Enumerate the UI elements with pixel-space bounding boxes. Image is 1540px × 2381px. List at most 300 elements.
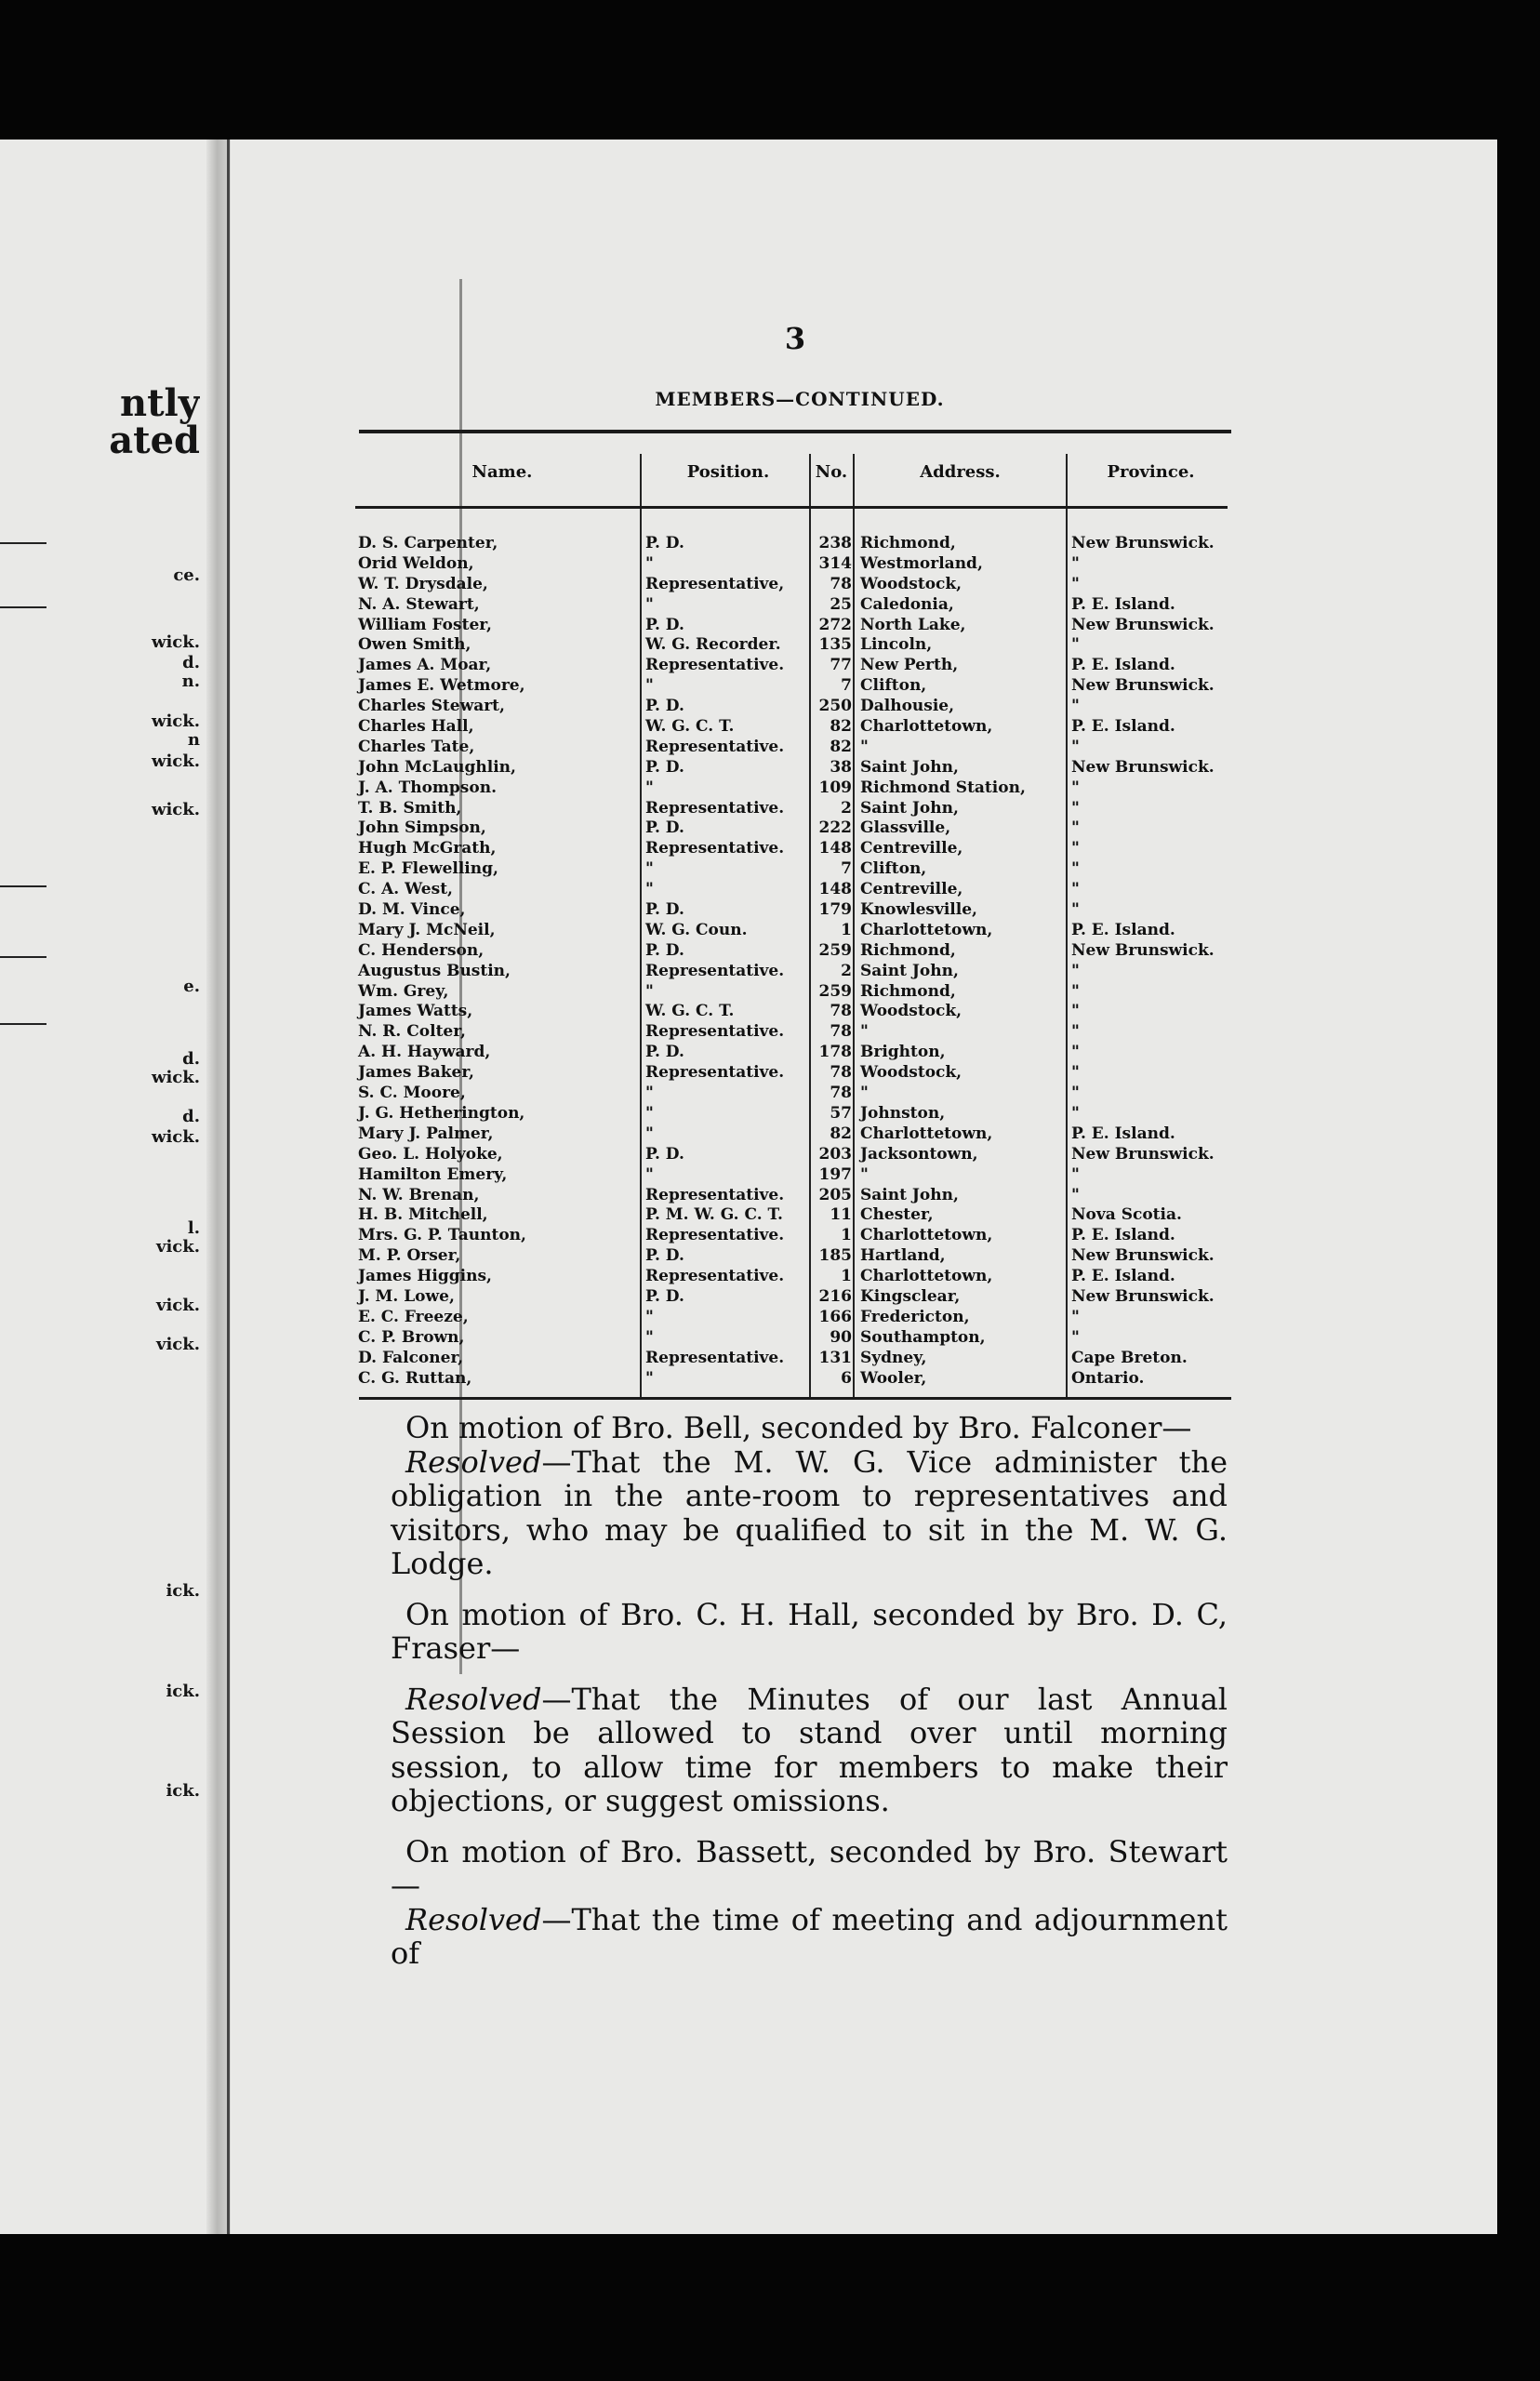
member-name: James Watts, xyxy=(358,1002,473,1021)
member-lodge-no: 205 xyxy=(818,1185,852,1204)
member-lodge-no: 90 xyxy=(830,1327,852,1347)
member-province: New Brunswick. xyxy=(1071,676,1215,696)
table-row xyxy=(358,1145,1232,1165)
member-name: Hugh McGrath, xyxy=(358,839,497,858)
member-position: Representative, xyxy=(645,574,785,593)
member-address: Kingsclear, xyxy=(860,1286,961,1306)
member-name: J. G. Hetherington, xyxy=(358,1103,525,1123)
member-name: W. T. Drysdale, xyxy=(358,574,488,593)
member-province: P. E. Island. xyxy=(1071,920,1175,939)
member-province: " xyxy=(1071,880,1080,899)
member-province: " xyxy=(1071,798,1080,818)
table-row xyxy=(358,880,1232,900)
member-address: " xyxy=(860,1022,869,1042)
member-province: " xyxy=(1071,737,1080,756)
member-lodge-no: 272 xyxy=(818,615,852,634)
left-page-fragment xyxy=(0,0,200,2381)
left-line: ick. xyxy=(166,1781,200,1801)
member-province: P. E. Island. xyxy=(1071,1226,1175,1245)
gutter-edge xyxy=(227,140,230,2234)
left-line: ce. xyxy=(173,565,200,585)
left-line: e. xyxy=(183,977,200,996)
member-address: Jacksontown, xyxy=(860,1144,978,1164)
member-name: John McLaughlin, xyxy=(358,757,516,777)
resolution-text: —That the M. W. G. Vice administer the obligation in the ante-room to representatives and visitors, who may be qualified to sit in the M. W. G. Lodge. xyxy=(391,1443,1228,1581)
resolved-label: Resolved xyxy=(405,1901,542,1937)
member-position: W. G. Recorder. xyxy=(645,635,781,655)
member-name: N. W. Brenan, xyxy=(358,1185,480,1204)
member-address: Charlottetown, xyxy=(860,1267,993,1286)
table-row xyxy=(358,1205,1232,1226)
resolution-text: —That the Minutes of our last Annual Session be allowed to stand over until morning session, to allow time for members to make their objections, or suggest omissions. xyxy=(391,1681,1228,1818)
header-no: No. xyxy=(815,462,848,482)
member-lodge-no: 259 xyxy=(818,940,852,960)
member-province: " xyxy=(1071,1185,1080,1204)
member-address: Saint John, xyxy=(860,961,959,980)
member-lodge-no: 238 xyxy=(818,534,852,552)
member-address: Hartland, xyxy=(860,1246,946,1266)
member-name: D. Falconer, xyxy=(358,1348,464,1367)
member-name: Hamilton Emery, xyxy=(358,1164,508,1184)
member-position: " xyxy=(645,1164,654,1184)
member-address: Charlottetown, xyxy=(860,1124,993,1143)
member-address: Lincoln, xyxy=(860,635,933,655)
member-lodge-no: 25 xyxy=(830,594,852,614)
table-row xyxy=(358,616,1232,636)
member-province: " xyxy=(1071,1022,1080,1042)
member-province: " xyxy=(1071,859,1080,879)
member-address: Westmorland, xyxy=(860,553,983,573)
member-province: " xyxy=(1071,778,1080,797)
member-address: North Lake, xyxy=(860,615,966,634)
table-row xyxy=(358,1084,1232,1104)
table-row xyxy=(358,697,1232,717)
member-lodge-no: 1 xyxy=(841,920,852,939)
member-province: " xyxy=(1071,981,1080,1001)
table-row xyxy=(358,1308,1232,1328)
member-name: John Simpson, xyxy=(358,818,486,838)
member-address: " xyxy=(860,737,869,756)
member-province: New Brunswick. xyxy=(1071,1286,1215,1306)
member-position: Representative. xyxy=(645,798,785,818)
member-address: Charlottetown, xyxy=(860,717,993,737)
member-position: P. D. xyxy=(645,757,684,777)
member-position: P. D. xyxy=(645,697,684,716)
member-name: Charles Hall, xyxy=(358,717,474,737)
member-province: " xyxy=(1071,1084,1080,1103)
member-lodge-no: 197 xyxy=(818,1164,852,1184)
left-line: d. xyxy=(182,1049,200,1069)
member-province: New Brunswick. xyxy=(1071,1246,1215,1266)
member-lodge-no: 216 xyxy=(818,1286,852,1306)
table-header-rule xyxy=(355,506,1228,509)
table-row xyxy=(358,1349,1232,1369)
left-rule xyxy=(0,1023,46,1025)
member-name: James A. Moar, xyxy=(358,656,492,675)
member-address: Caledonia, xyxy=(860,594,954,614)
member-name: H. B. Mitchell, xyxy=(358,1205,488,1225)
member-lodge-no: 11 xyxy=(830,1205,852,1225)
member-name: Charles Tate, xyxy=(358,737,475,756)
member-position: Representative. xyxy=(645,656,785,675)
member-lodge-no: 82 xyxy=(830,737,852,756)
member-lodge-no: 166 xyxy=(818,1307,852,1326)
header-position: Position. xyxy=(686,462,770,482)
member-lodge-no: 222 xyxy=(818,818,852,838)
left-line: wick. xyxy=(151,800,200,819)
member-province: New Brunswick. xyxy=(1071,1144,1215,1164)
member-position: P. D. xyxy=(645,940,684,960)
table-row xyxy=(358,1104,1232,1124)
member-province: " xyxy=(1071,1002,1080,1021)
member-position: " xyxy=(645,1084,654,1103)
header-province: Province. xyxy=(1107,462,1195,482)
member-address: Sydney, xyxy=(860,1348,927,1367)
member-province: " xyxy=(1071,1327,1080,1347)
member-name: T. B. Smith, xyxy=(358,798,462,818)
table-row xyxy=(358,635,1232,656)
left-heading-line1: ntly xyxy=(120,381,200,425)
table-row xyxy=(358,758,1232,778)
member-lodge-no: 78 xyxy=(830,1063,852,1083)
member-position: " xyxy=(645,1124,654,1143)
member-lodge-no: 7 xyxy=(841,676,852,696)
member-address: New Perth, xyxy=(860,656,959,675)
member-province: New Brunswick. xyxy=(1071,940,1215,960)
member-position: Representative. xyxy=(645,1226,785,1245)
table-top-rule xyxy=(359,430,1231,433)
member-position: " xyxy=(645,981,654,1001)
member-address: Charlottetown, xyxy=(860,920,993,939)
left-line: n. xyxy=(181,672,200,691)
table-row xyxy=(358,1186,1232,1206)
member-address: Chester, xyxy=(860,1205,934,1225)
page-number: 3 xyxy=(784,321,806,356)
member-lodge-no: 179 xyxy=(818,900,852,920)
member-name: D. M. Vince, xyxy=(358,900,466,920)
left-line: wick. xyxy=(151,752,200,771)
member-address: Wooler, xyxy=(860,1368,927,1388)
table-row xyxy=(358,1022,1232,1043)
member-position: " xyxy=(645,553,654,573)
table-row xyxy=(358,1226,1232,1246)
member-name: E. C. Freeze, xyxy=(358,1307,469,1326)
member-address: Clifton, xyxy=(860,859,927,879)
table-row xyxy=(358,534,1232,554)
member-lodge-no: 185 xyxy=(818,1246,852,1266)
member-name: Mrs. G. P. Taunton, xyxy=(358,1226,526,1245)
member-name: William Foster, xyxy=(358,615,492,634)
table-row xyxy=(358,1267,1232,1287)
member-position: Representative. xyxy=(645,839,785,858)
left-heading-line2: ated xyxy=(109,419,200,462)
left-line: n xyxy=(187,730,200,750)
resolution-paragraph xyxy=(391,1903,1228,1971)
member-address: Centreville, xyxy=(860,880,963,899)
member-lodge-no: 78 xyxy=(830,1084,852,1103)
member-position: " xyxy=(645,880,654,899)
member-lodge-no: 6 xyxy=(841,1368,852,1388)
member-lodge-no: 78 xyxy=(830,1022,852,1042)
table-row xyxy=(358,818,1232,839)
member-address: Charlottetown, xyxy=(860,1226,993,1245)
member-province: New Brunswick. xyxy=(1071,757,1215,777)
member-position: Representative. xyxy=(645,1022,785,1042)
member-address: " xyxy=(860,1084,869,1103)
member-province: Nova Scotia. xyxy=(1071,1205,1182,1225)
left-line: wick. xyxy=(151,1127,200,1147)
member-name: J. M. Lowe, xyxy=(358,1286,455,1306)
member-province: New Brunswick. xyxy=(1071,534,1215,552)
table-row xyxy=(358,1043,1232,1063)
member-lodge-no: 203 xyxy=(818,1144,852,1164)
member-name: Augustus Bustin, xyxy=(358,961,511,980)
member-province: " xyxy=(1071,553,1080,573)
member-name: C. Henderson, xyxy=(358,940,485,960)
member-address: Richmond Station, xyxy=(860,778,1026,797)
table-row xyxy=(358,859,1232,880)
table-row xyxy=(358,738,1232,758)
member-address: " xyxy=(860,1164,869,1184)
member-province: Cape Breton. xyxy=(1071,1348,1188,1367)
table-row xyxy=(358,656,1232,676)
member-name: D. S. Carpenter, xyxy=(358,534,498,552)
member-province: " xyxy=(1071,635,1080,655)
member-position: " xyxy=(645,1103,654,1123)
motion-paragraph: On motion of Bro. C. H. Hall, seconded by Bro. D. C, Fraser— xyxy=(391,1596,1228,1666)
table-row xyxy=(358,717,1232,738)
left-line: l. xyxy=(187,1218,200,1238)
member-position: " xyxy=(645,1327,654,1347)
left-line: wick. xyxy=(151,712,200,731)
left-line: d. xyxy=(182,1107,200,1126)
member-address: Fredericton, xyxy=(860,1307,970,1326)
member-position: W. G. C. T. xyxy=(645,1002,735,1021)
table-row xyxy=(358,839,1232,859)
table-row xyxy=(358,595,1232,616)
member-lodge-no: 78 xyxy=(830,1002,852,1021)
table-row xyxy=(358,676,1232,697)
member-province: New Brunswick. xyxy=(1071,615,1215,634)
resolved-label: Resolved xyxy=(405,1443,542,1480)
member-province: P. E. Island. xyxy=(1071,1124,1175,1143)
table-row xyxy=(358,799,1232,819)
table-row xyxy=(358,921,1232,941)
member-position: Representative. xyxy=(645,961,785,980)
member-lodge-no: 2 xyxy=(841,798,852,818)
member-lodge-no: 259 xyxy=(818,981,852,1001)
member-lodge-no: 78 xyxy=(830,574,852,593)
member-name: Charles Stewart, xyxy=(358,697,505,716)
member-province: P. E. Island. xyxy=(1071,594,1175,614)
left-line: vick. xyxy=(156,1335,200,1354)
member-lodge-no: 314 xyxy=(818,553,852,573)
left-line: ick. xyxy=(166,1682,200,1701)
table-row xyxy=(358,962,1232,982)
table-row xyxy=(358,941,1232,962)
member-address: Knowlesville, xyxy=(860,900,977,920)
member-lodge-no: 1 xyxy=(841,1226,852,1245)
member-address: Brighton, xyxy=(860,1043,946,1062)
member-lodge-no: 57 xyxy=(830,1103,852,1123)
left-line: ick. xyxy=(166,1581,200,1601)
member-name: J. A. Thompson. xyxy=(358,778,497,797)
member-lodge-no: 1 xyxy=(841,1267,852,1286)
member-lodge-no: 77 xyxy=(830,656,852,675)
member-name: Wm. Grey, xyxy=(358,981,449,1001)
member-province: P. E. Island. xyxy=(1071,1267,1175,1286)
member-position: Representative. xyxy=(645,1267,785,1286)
member-name: S. C. Moore, xyxy=(358,1084,466,1103)
member-name: E. P. Flewelling, xyxy=(358,859,498,879)
resolution-text: —That the time of meeting and adjournment of xyxy=(391,1901,1228,1971)
member-name: James Higgins, xyxy=(358,1267,492,1286)
member-position: P. D. xyxy=(645,900,684,920)
left-rule xyxy=(0,885,46,887)
member-province: " xyxy=(1071,574,1080,593)
member-name: Mary J. Palmer, xyxy=(358,1124,494,1143)
resolution-paragraph xyxy=(391,1445,1228,1581)
member-province: " xyxy=(1071,1043,1080,1062)
resolved-label: Resolved xyxy=(405,1681,542,1717)
member-province: " xyxy=(1071,697,1080,716)
member-address: Woodstock, xyxy=(860,574,962,593)
left-line: vick. xyxy=(156,1237,200,1257)
left-line: vick. xyxy=(156,1296,200,1315)
member-province: " xyxy=(1071,1164,1080,1184)
table-row xyxy=(358,554,1232,575)
member-address: Southampton, xyxy=(860,1327,986,1347)
header-address: Address. xyxy=(920,462,1001,482)
member-lodge-no: 250 xyxy=(818,697,852,716)
member-name: A. H. Hayward, xyxy=(358,1043,491,1062)
member-name: James Baker, xyxy=(358,1063,474,1083)
member-position: W. G. C. T. xyxy=(645,717,735,737)
member-address: Johnston, xyxy=(860,1103,946,1123)
member-lodge-no: 2 xyxy=(841,961,852,980)
member-lodge-no: 82 xyxy=(830,717,852,737)
member-position: P. D. xyxy=(645,1246,684,1266)
member-lodge-no: 7 xyxy=(841,859,852,879)
member-lodge-no: 109 xyxy=(818,778,852,797)
table-bottom-rule xyxy=(359,1397,1231,1400)
member-position: " xyxy=(645,1307,654,1326)
table-row xyxy=(358,1124,1232,1145)
table-row xyxy=(358,575,1232,595)
left-line: wick. xyxy=(151,1068,200,1087)
member-position: " xyxy=(645,594,654,614)
left-rule xyxy=(0,542,46,544)
member-position: P. D. xyxy=(645,1286,684,1306)
member-province: " xyxy=(1071,1307,1080,1326)
member-position: P. D. xyxy=(645,1043,684,1062)
left-rule xyxy=(0,606,46,608)
motion-paragraph: On motion of Bro. Bell, seconded by Bro. Falconer— xyxy=(405,1410,1192,1445)
member-address: Saint John, xyxy=(860,798,959,818)
table-row xyxy=(358,982,1232,1003)
left-rule xyxy=(0,956,46,958)
member-name: James E. Wetmore, xyxy=(358,676,525,696)
section-heading: MEMBERS—CONTINUED. xyxy=(655,388,945,410)
member-name: Owen Smith, xyxy=(358,635,471,655)
member-name: N. A. Stewart, xyxy=(358,594,480,614)
member-address: Clifton, xyxy=(860,676,927,696)
member-province: P. E. Island. xyxy=(1071,717,1175,737)
member-position: " xyxy=(645,676,654,696)
left-line: wick. xyxy=(151,632,200,652)
member-position: W. G. Coun. xyxy=(645,920,748,939)
member-name: M. P. Orser, xyxy=(358,1246,461,1266)
member-address: Richmond, xyxy=(860,981,956,1001)
member-address: Richmond, xyxy=(860,534,956,552)
member-address: Woodstock, xyxy=(860,1063,962,1083)
member-position: P. M. W. G. C. T. xyxy=(645,1205,783,1225)
member-name: Orid Weldon, xyxy=(358,553,474,573)
table-row xyxy=(358,1246,1232,1267)
member-address: Saint John, xyxy=(860,1185,959,1204)
resolution-paragraph xyxy=(391,1683,1228,1818)
member-lodge-no: 82 xyxy=(830,1124,852,1143)
table-row xyxy=(358,1328,1232,1349)
member-name: N. R. Colter, xyxy=(358,1022,466,1042)
member-position: Representative. xyxy=(645,1063,785,1083)
member-position: Representative. xyxy=(645,1185,785,1204)
member-address: Glassville, xyxy=(860,818,951,838)
member-name: Geo. L. Holyoke, xyxy=(358,1144,503,1164)
member-province: " xyxy=(1071,961,1080,980)
member-position: " xyxy=(645,859,654,879)
table-row xyxy=(358,1287,1232,1308)
member-address: Saint John, xyxy=(860,757,959,777)
header-name: Name. xyxy=(471,462,533,482)
minutes-text xyxy=(391,1411,1228,1971)
member-position: P. D. xyxy=(645,818,684,838)
member-address: Dalhousie, xyxy=(860,697,955,716)
member-position: P. D. xyxy=(645,1144,684,1164)
table-row xyxy=(358,778,1232,799)
member-position: " xyxy=(645,1368,654,1388)
member-lodge-no: 38 xyxy=(830,757,852,777)
member-province: " xyxy=(1071,818,1080,838)
member-position: P. D. xyxy=(645,615,684,634)
member-name: C. A. West, xyxy=(358,880,453,899)
member-lodge-no: 148 xyxy=(818,880,852,899)
left-line: d. xyxy=(182,653,200,672)
member-lodge-no: 131 xyxy=(818,1348,852,1367)
member-address: Woodstock, xyxy=(860,1002,962,1021)
member-address: Centreville, xyxy=(860,839,963,858)
member-name: C. G. Ruttan, xyxy=(358,1368,472,1388)
member-position: Representative. xyxy=(645,1348,785,1367)
table-row xyxy=(358,1063,1232,1084)
member-position: P. D. xyxy=(645,534,684,552)
member-lodge-no: 178 xyxy=(818,1043,852,1062)
member-position: Representative. xyxy=(645,737,785,756)
member-province: " xyxy=(1071,1063,1080,1083)
member-province: " xyxy=(1071,900,1080,920)
table-row xyxy=(358,900,1232,921)
member-lodge-no: 135 xyxy=(818,635,852,655)
member-province: " xyxy=(1071,839,1080,858)
member-lodge-no: 148 xyxy=(818,839,852,858)
table-row xyxy=(358,1165,1232,1186)
members-table-body xyxy=(358,534,1232,1389)
motion-paragraph: On motion of Bro. Bassett, seconded by Bro. Stewart— xyxy=(391,1833,1228,1903)
member-address: Richmond, xyxy=(860,940,956,960)
member-position: " xyxy=(645,778,654,797)
member-name: C. P. Brown, xyxy=(358,1327,465,1347)
member-name: Mary J. McNeil, xyxy=(358,920,496,939)
